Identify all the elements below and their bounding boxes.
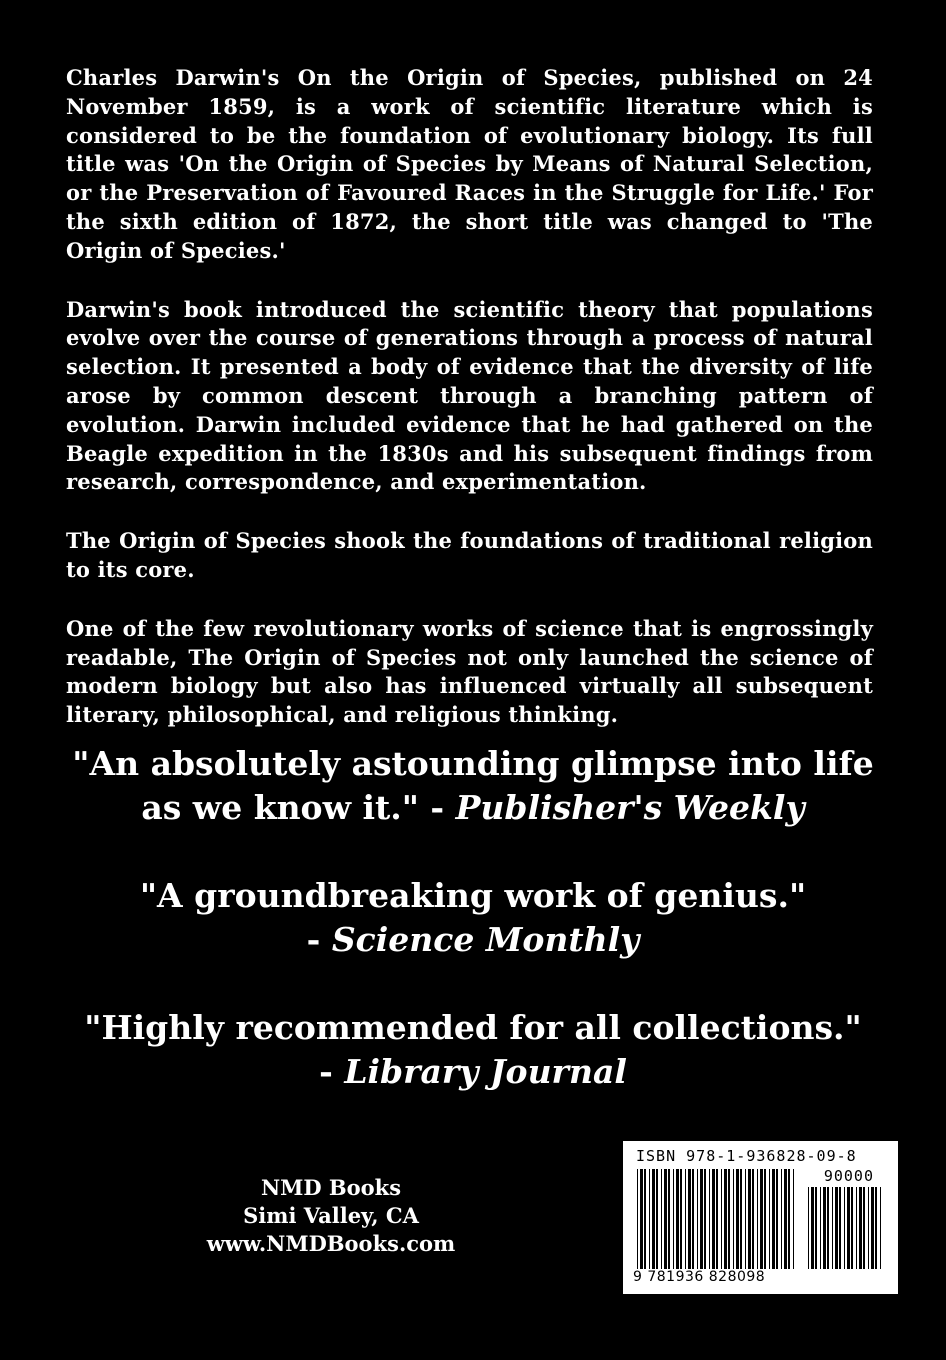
isbn-label: ISBN 978-1-936828-09-8 (636, 1147, 857, 1165)
publisher-website: www.NMDBooks.com (206, 1231, 456, 1256)
quote-text: "A groundbreaking work of genius." (139, 876, 807, 915)
barcode-bar (851, 1187, 853, 1269)
blurb-paragraph-3: The Origin of Species shook the foundations of traditional religion to its core. (66, 528, 873, 582)
barcode-bar (652, 1169, 655, 1269)
quote-attribution-line (0, 1050, 946, 1094)
barcode-bar (688, 1169, 691, 1269)
barcode-bar (664, 1169, 667, 1269)
barcode-bar (769, 1169, 770, 1269)
review-quote (0, 874, 946, 962)
isbn-barcode (623, 1141, 898, 1294)
barcode-bar (875, 1187, 877, 1269)
quote-source: Publisher's Weekly (455, 788, 805, 827)
quote-source: Library Journal (344, 1052, 627, 1091)
blurb-paragraph-2: Darwin's book introduced the scientific theory that populations evolve over the course of generations through a process of natural selection. It presented a body of evidence that the diversity of life arose by common descent through a branching pattern of evolution. Darwin included evidence that he had gathered on the Beagle expedition in the 1830s and his subsequent findings from research, correspondence, and experimentation. (66, 296, 873, 495)
quote-dash: - (319, 1052, 345, 1091)
barcode-bar (656, 1169, 658, 1269)
barcode-bar (820, 1187, 821, 1269)
barcode-bar (637, 1169, 638, 1269)
barcode-bar (704, 1169, 706, 1269)
barcode-bar (793, 1169, 794, 1269)
price-code: 90000 (823, 1167, 874, 1185)
review-quote (0, 742, 946, 830)
barcode-bar (839, 1187, 841, 1269)
review-quotes (0, 742, 946, 1138)
barcode-bar (748, 1169, 751, 1269)
barcode-bar (740, 1169, 742, 1269)
review-quote (0, 1006, 946, 1094)
barcode-bar (776, 1169, 778, 1269)
barcode-bar (668, 1169, 670, 1269)
barcode-bar (724, 1169, 727, 1269)
barcode-bar (856, 1187, 857, 1269)
barcode-bar (859, 1187, 862, 1269)
quote-text-continued: as we know it." - (141, 788, 456, 827)
barcode-bar (745, 1169, 746, 1269)
publisher-name: NMD Books (260, 1175, 402, 1200)
barcode-bar (784, 1169, 787, 1269)
barcode-bar (640, 1169, 643, 1269)
quote-attribution-line (0, 786, 946, 830)
barcode-bar (685, 1169, 686, 1269)
barcode-bar (772, 1169, 775, 1269)
barcode-bar (844, 1187, 845, 1269)
barcode-bar (781, 1169, 782, 1269)
barcode-bar (736, 1169, 739, 1269)
quote-attribution-line (0, 918, 946, 962)
barcode-bar (700, 1169, 703, 1269)
barcode-bar (835, 1187, 838, 1269)
barcode-bar (832, 1187, 833, 1269)
publisher-location: Simi Valley, CA (243, 1203, 419, 1228)
quote-text: "Highly recommended for all collections." (84, 1008, 862, 1047)
barcode-bar (709, 1169, 710, 1269)
barcode-bar (871, 1187, 874, 1269)
barcode-bar (880, 1187, 881, 1269)
blurb-paragraph-1: Charles Darwin's On the Origin of Species, published on 24 November 1859, is a work of scientific literature which is considered to be the foundation of evolutionary biology. Its full title was 'On the Origin of Species by Means of Natural Selection, or the Preservation of Favoured Races in the Struggle for Life.' For the sixth edition of 1872, the short title was changed to 'The Origin of Species.' (66, 65, 873, 263)
barcode-bar (808, 1187, 809, 1269)
publisher-info (186, 1174, 476, 1258)
description-blurb (66, 64, 873, 760)
barcode-bar (712, 1169, 715, 1269)
barcode-bar (644, 1169, 646, 1269)
barcode-bar (649, 1169, 650, 1269)
barcode-bar (752, 1169, 754, 1269)
barcode-bar (661, 1169, 662, 1269)
barcode-bar (868, 1187, 869, 1269)
barcode-bar (760, 1169, 763, 1269)
barcode-bar (815, 1187, 817, 1269)
barcode-bar (728, 1169, 730, 1269)
quote-dash: - (306, 920, 332, 959)
barcode-bar (697, 1169, 698, 1269)
barcode-bar (863, 1187, 865, 1269)
barcode-bar (680, 1169, 682, 1269)
barcode-bar (764, 1169, 766, 1269)
barcode-bar (673, 1169, 674, 1269)
barcode-bar (827, 1187, 829, 1269)
barcode-bar (721, 1169, 722, 1269)
quote-text: "An absolutely astounding glimpse into life (72, 744, 874, 783)
blurb-paragraph-4: One of the few revolutionary works of science that is engrossingly readable, The Origin of Species not only launched the science of modern biology but also has influenced virtually all subsequent literary, philosophical, and religious thinking. (66, 615, 873, 728)
barcode-bar (692, 1169, 694, 1269)
quote-source: Science Monthly (331, 920, 640, 959)
barcode-bar (757, 1169, 758, 1269)
barcode-bar (676, 1169, 679, 1269)
barcode-bar (847, 1187, 850, 1269)
barcode-bar (823, 1187, 826, 1269)
barcode-bar (733, 1169, 734, 1269)
barcode-bar (788, 1169, 790, 1269)
ean-digits: 9 781936 828098 (633, 1269, 766, 1285)
barcode-bar (811, 1187, 814, 1269)
barcode-bar (716, 1169, 718, 1269)
